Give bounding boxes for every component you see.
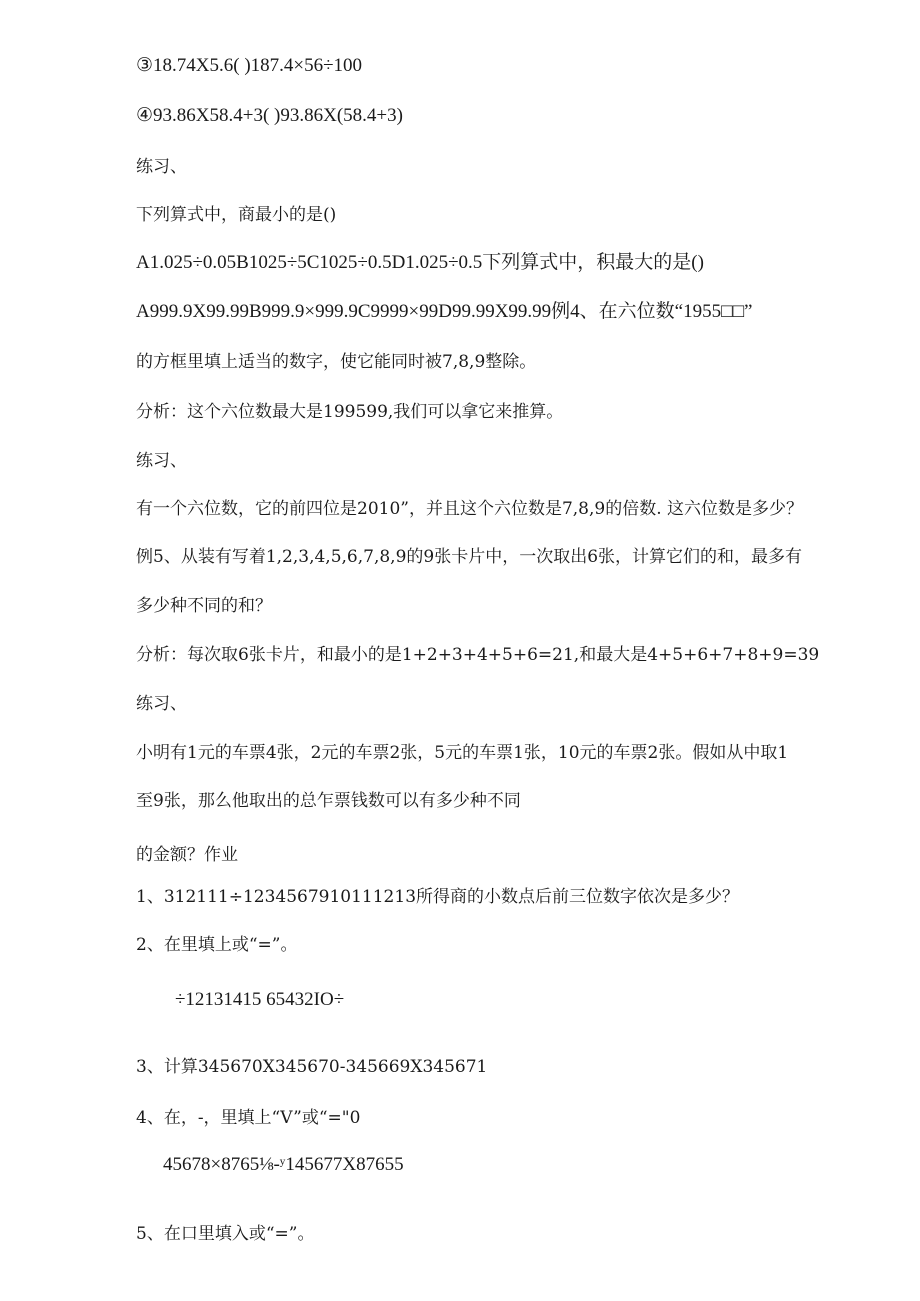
practice-heading: 练习、: [136, 451, 187, 471]
question-options: A1.025÷0.05B1025÷5C1025÷0.5D1.025÷0.5下列算式中，积最大的是(): [136, 252, 704, 273]
exercise-item-4: ④93.86X58.4+3( )93.86X(58.4+3): [136, 105, 403, 126]
practice-heading: 练习、: [136, 157, 187, 177]
exercise-item-3: ③18.74X5.6( )187.4×56÷100: [136, 55, 363, 76]
question-text: 至9张，那么他取出的总乍票钱数可以有多少种不同: [136, 791, 521, 811]
question-options: A999.9X99.99B999.9×999.9C9999×99D99.99X99.99例4、在六位数“1955□□”: [136, 301, 753, 322]
homework-heading: 的金额？作业: [136, 845, 238, 865]
example-text: 多少种不同的和？: [136, 596, 272, 616]
comparison-expression: ÷12131415 65432IO÷: [175, 989, 345, 1010]
homework-item-5: 5、在口里填入或“=”。: [136, 1224, 315, 1244]
analysis-text: 分析：每次取6张卡片，和最小的是1+2+3+4+5+6=21,和最大是4+5+6+7+8+9=39: [136, 645, 820, 665]
practice-heading: 练习、: [136, 694, 187, 714]
homework-item-2: 2、在里填上或“=”。: [136, 935, 298, 955]
question-text: 的方框里填上适当的数字，使它能同时被7,8,9整除。: [136, 352, 537, 372]
example-text: 例5、从装有写着1,2,3,4,5,6,7,8,9的9张卡片中，一次取出6张，计算它们的和，最多有: [136, 547, 803, 567]
homework-item-3: 3、计算345670X345670-345669X345671: [136, 1057, 488, 1077]
analysis-text: 分析：这个六位数最大是199599,我们可以拿它来推算。: [136, 402, 564, 422]
question-text: 有一个六位数，它的前四位是2010”，并且这个六位数是7,8,9的倍数. 这六位数是多少？: [136, 499, 804, 519]
homework-item-4: 4、在，-，里填上“V”或“="0: [136, 1108, 361, 1128]
question-text: 下列算式中，商最小的是(): [136, 205, 337, 225]
question-text: 小明有1元的车票4张，2元的车票2张，5元的车票1张，10元的车票2张。假如从中取1: [136, 743, 789, 763]
homework-item-1: 1、312111÷1234567910111213所得商的小数点后前三位数字依次是多少？: [136, 887, 740, 907]
comparison-expression: 45678×8765⅛-ʸ145677X87655: [163, 1154, 404, 1175]
